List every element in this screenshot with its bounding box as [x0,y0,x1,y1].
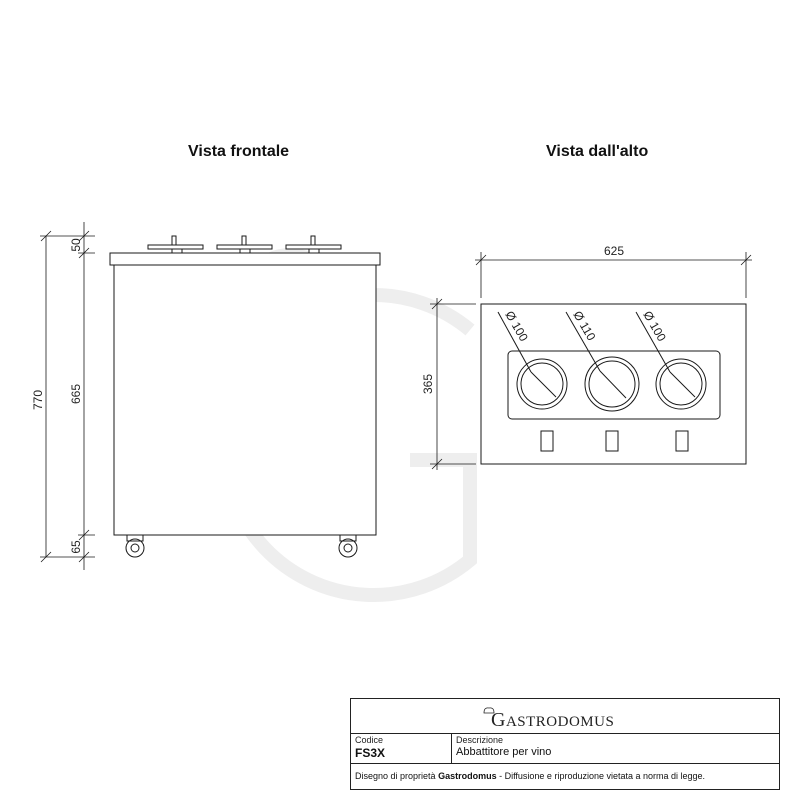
front-body [114,265,376,535]
hole-label-left: Ø 100 [502,308,531,344]
top-dimensions [430,252,752,470]
dim-wheel-height: 65 [69,540,83,554]
hole-right [656,359,706,409]
brand-logo-cap: G [491,709,506,731]
footer-suffix: - Diffusione e riproduzione vietata a norma di legge. [496,771,706,781]
dim-top-depth: 365 [421,373,435,395]
hole-label-right: Ø 100 [640,308,669,344]
dim-top-height: 50 [69,238,83,252]
top-view-title: Vista dall'alto [546,143,649,160]
copyright-notice [355,771,705,781]
control-slot-1 [541,431,553,451]
footer-brand: Gastrodomus [438,771,497,781]
description-cell [452,733,779,763]
code-value: FS3X [355,746,386,760]
code-label: Codice [355,735,384,745]
description-label: Descrizione [456,735,504,745]
title-block-info-row [351,733,779,764]
front-view [110,236,380,557]
dim-body-height: 665 [69,383,83,405]
front-top-plate [110,253,380,265]
brand-logo-rest: ASTRODOMUS [505,714,615,730]
dim-total-height: 770 [31,389,45,411]
control-slot-2 [606,431,618,451]
title-block [350,698,780,790]
front-lids [148,236,341,253]
front-wheel-right [339,535,357,557]
hole-label-center: Ø 110 [570,308,599,344]
hole-center [585,357,639,411]
control-slot-3 [676,431,688,451]
brand-logo [491,709,614,732]
footer-prefix: Disegno di proprietà [355,771,439,781]
description-value: Abbattitore per vino [456,746,552,758]
dim-top-width: 625 [603,244,625,258]
code-cell [351,733,452,763]
front-dimensions [40,222,95,570]
title-block-logo-row [351,699,779,734]
front-wheel-left [126,535,144,557]
hole-left [517,359,567,409]
title-block-footer-row [351,763,779,789]
front-view-title: Vista frontale [188,143,290,160]
